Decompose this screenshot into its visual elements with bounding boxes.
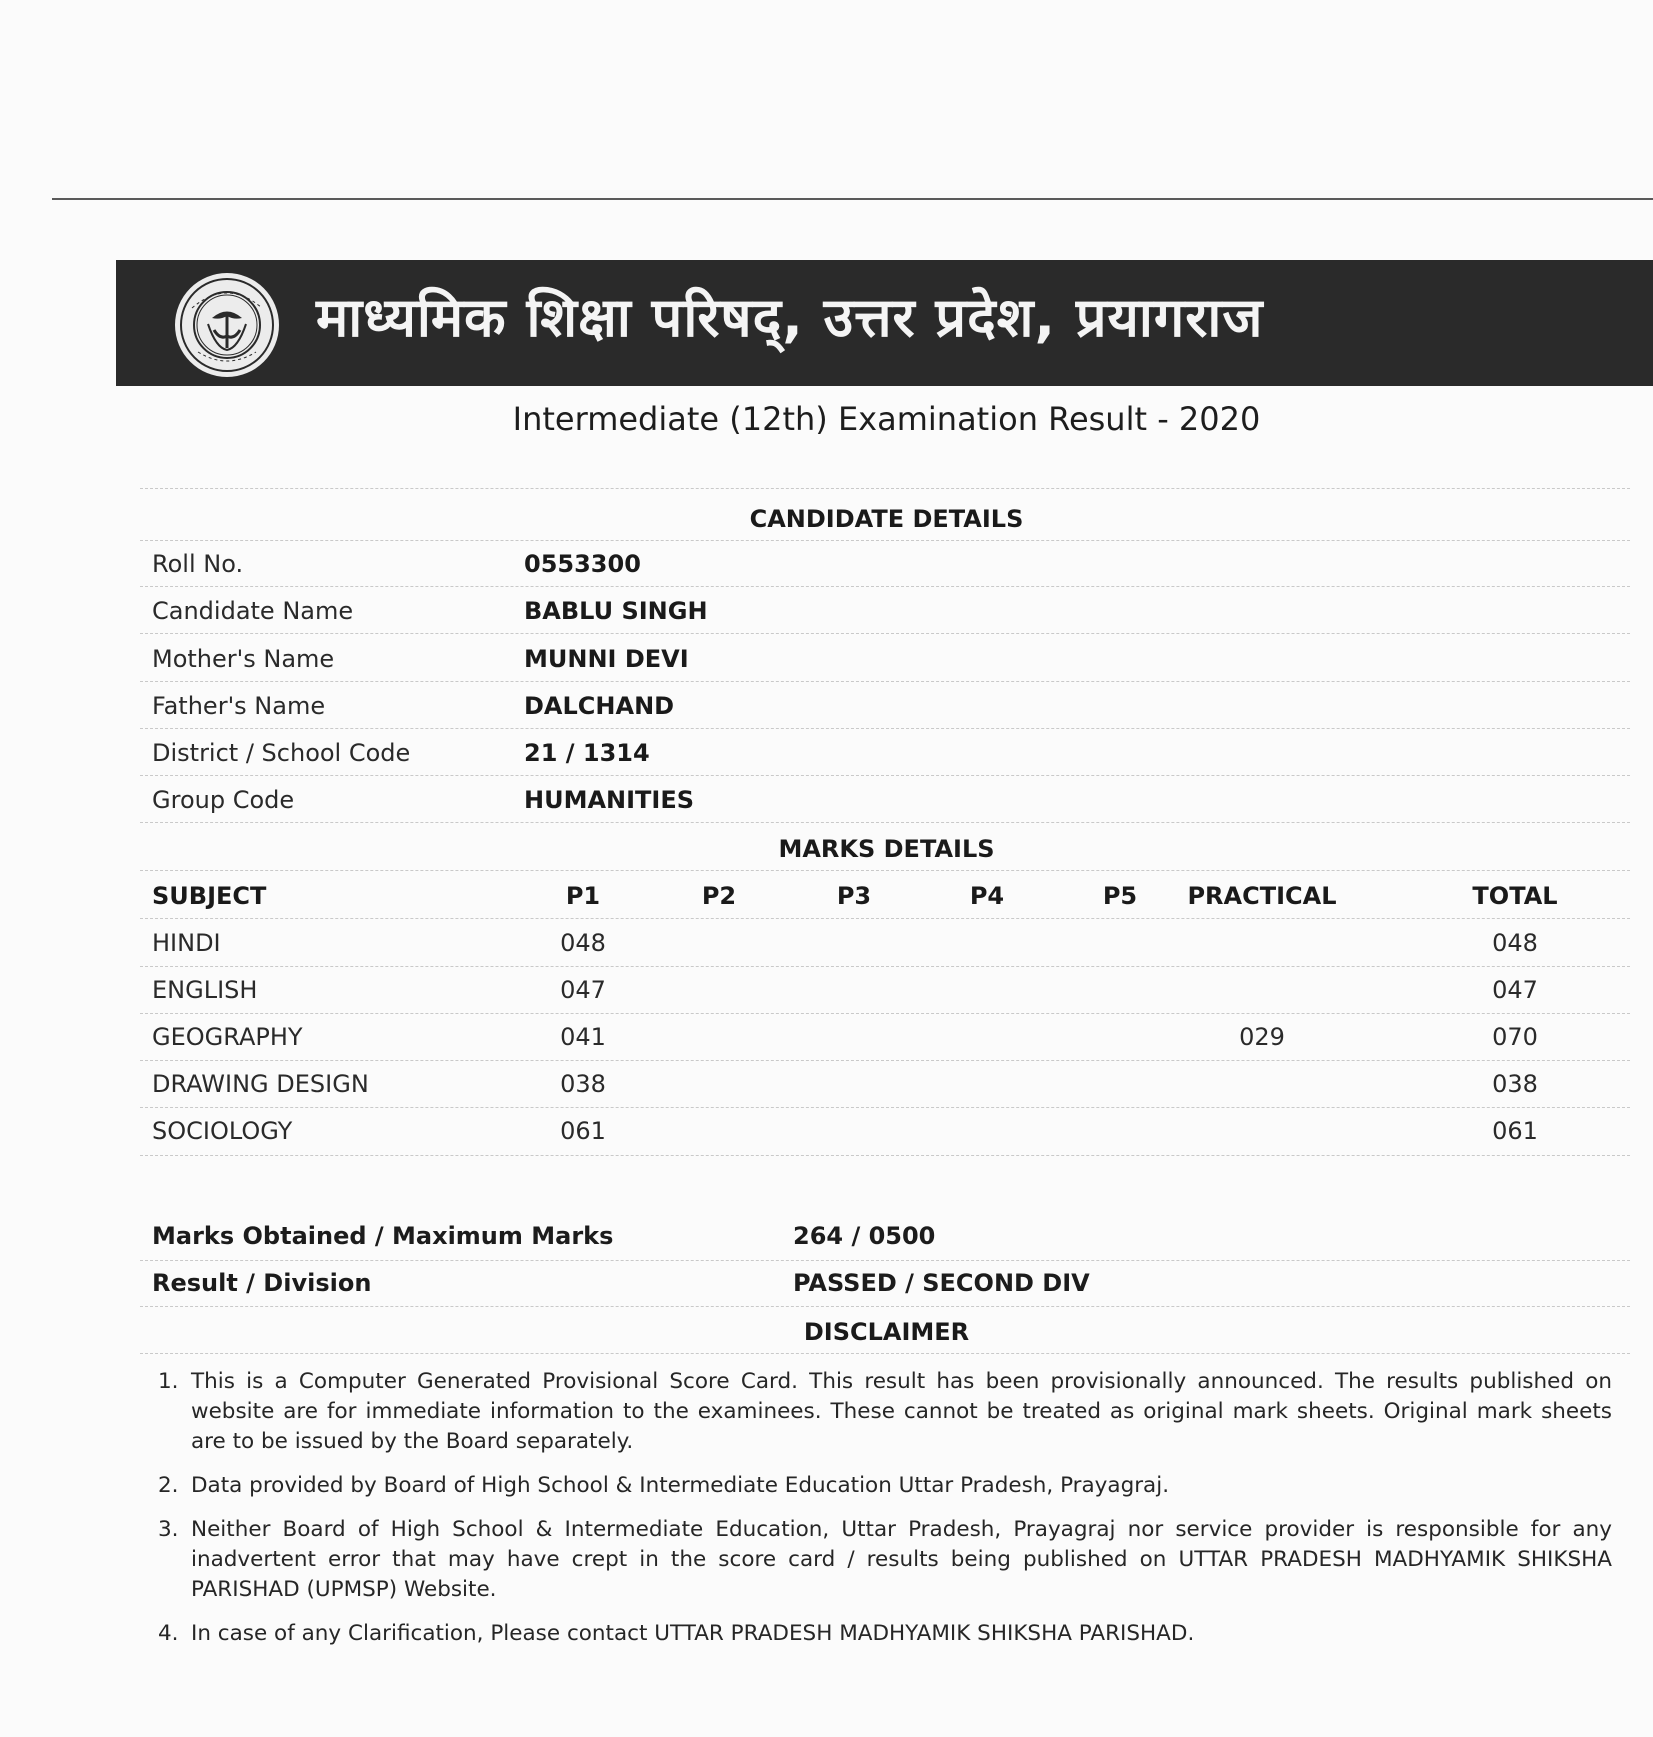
divider	[140, 728, 1630, 729]
detail-label: Mother's Name	[152, 645, 335, 673]
divider	[140, 1013, 1630, 1014]
column-header-p2: P2	[701, 882, 737, 910]
detail-row-fathers-name	[152, 692, 1612, 732]
p1-cell: 047	[560, 976, 606, 1004]
result-summary-row	[152, 1269, 1612, 1309]
column-header-p4: P4	[969, 882, 1005, 910]
column-header-total: TOTAL	[1472, 882, 1558, 910]
column-header-p5: P5	[1102, 882, 1138, 910]
divider	[140, 1107, 1630, 1108]
disclaimer-number: 1.	[158, 1369, 179, 1394]
up-state-emblem-icon	[172, 270, 282, 380]
disclaimer-item	[152, 1515, 1612, 1605]
detail-row-candidate-name	[152, 597, 1612, 637]
divider	[140, 1260, 1630, 1261]
disclaimer-number: 3.	[158, 1517, 179, 1542]
divider	[140, 1060, 1630, 1061]
disclaimer-list	[152, 1367, 1612, 1663]
detail-value: MUNNI DEVI	[524, 645, 689, 673]
table-row	[152, 1117, 1612, 1157]
table-row	[152, 929, 1612, 969]
disclaimer-number: 2.	[158, 1473, 179, 1498]
detail-row-mothers-name	[152, 645, 1612, 685]
divider	[140, 681, 1630, 682]
column-header-practical: PRACTICAL	[1187, 882, 1337, 910]
subject-cell: GEOGRAPHY	[152, 1023, 303, 1051]
column-header-p3: P3	[836, 882, 872, 910]
marks-header-row	[152, 882, 1612, 922]
disclaimer-text: Data provided by Board of High School & Intermediate Education Uttar Pradesh, Prayagraj.	[191, 1473, 1170, 1498]
p1-cell: 041	[560, 1023, 606, 1051]
column-header-subject: SUBJECT	[152, 882, 267, 910]
disclaimer-item	[152, 1471, 1612, 1501]
divider	[140, 870, 1630, 871]
total-cell: 047	[1492, 976, 1538, 1004]
detail-value: 21 / 1314	[524, 739, 650, 767]
detail-value: HUMANITIES	[524, 786, 695, 814]
subject-cell: SOCIOLOGY	[152, 1117, 293, 1145]
table-row	[152, 976, 1612, 1016]
p1-cell: 048	[560, 929, 606, 957]
p1-cell: 038	[560, 1070, 606, 1098]
divider	[140, 1306, 1630, 1307]
total-cell: 061	[1492, 1117, 1538, 1145]
disclaimer-text: Neither Board of High School & Intermediate Education, Uttar Pradesh, Prayagraj nor service provider is responsible for any inadvertent error that may have crept in the score card / results being published on UTTAR PRADESH MADHYAMIK SHIKSHA PARISHAD (UPMSP) Website.	[191, 1517, 1612, 1602]
top-divider	[52, 198, 1653, 200]
divider	[140, 1155, 1630, 1156]
detail-row-district-school-code	[152, 739, 1612, 779]
detail-label: District / School Code	[152, 739, 411, 767]
table-row	[152, 1023, 1612, 1063]
divider	[140, 966, 1630, 967]
p1-cell: 061	[560, 1117, 606, 1145]
marks-details-heading: MARKS DETAILS	[778, 835, 995, 863]
marks-summary-row	[152, 1222, 1612, 1262]
divider	[140, 633, 1630, 634]
exam-title: Intermediate (12th) Examination Result - 2020	[512, 400, 1261, 438]
detail-label: Candidate Name	[152, 597, 354, 625]
divider	[140, 540, 1630, 541]
total-cell: 048	[1492, 929, 1538, 957]
total-cell: 038	[1492, 1070, 1538, 1098]
divider	[140, 488, 1630, 489]
detail-value: BABLU SINGH	[524, 597, 708, 625]
divider	[140, 1353, 1630, 1354]
divider	[140, 775, 1630, 776]
result-division-label: Result / Division	[152, 1269, 372, 1297]
detail-row-group-code	[152, 786, 1612, 826]
disclaimer-text: In case of any Clarification, Please contact UTTAR PRADESH MADHYAMIK SHIKSHA PARISHAD.	[191, 1621, 1195, 1646]
marks-obtained-value: 264 / 0500	[793, 1222, 936, 1250]
disclaimer-text: This is a Computer Generated Provisional Score Card. This result has been provisionally announced. The results published on website are for immediate information to the examinees. These cannot be treated as original mark sheets. Original mark sheets are to be issued by the Board separately.	[191, 1369, 1612, 1454]
disclaimer-heading: DISCLAIMER	[803, 1318, 970, 1346]
disclaimer-number: 4.	[158, 1621, 179, 1646]
subject-cell: DRAWING DESIGN	[152, 1070, 369, 1098]
detail-label: Father's Name	[152, 692, 326, 720]
detail-row-roll-no	[152, 550, 1612, 590]
divider	[140, 586, 1630, 587]
disclaimer-item	[152, 1367, 1612, 1457]
result-division-value: PASSED / SECOND DIV	[793, 1269, 1090, 1297]
column-header-p1: P1	[565, 882, 601, 910]
candidate-details-heading: CANDIDATE DETAILS	[749, 505, 1024, 533]
detail-value: DALCHAND	[524, 692, 675, 720]
detail-label: Roll No.	[152, 550, 244, 578]
total-cell: 070	[1492, 1023, 1538, 1051]
table-row	[152, 1070, 1612, 1110]
board-banner	[116, 260, 1653, 386]
detail-value: 0553300	[524, 550, 641, 578]
practical-cell: 029	[1239, 1023, 1285, 1051]
divider	[140, 918, 1630, 919]
subject-cell: ENGLISH	[152, 976, 258, 1004]
subject-cell: HINDI	[152, 929, 221, 957]
detail-label: Group Code	[152, 786, 295, 814]
board-title: माध्यमिक शिक्षा परिषद्, उत्तर प्रदेश, प्रयागराज	[316, 286, 1264, 349]
disclaimer-item	[152, 1619, 1612, 1649]
marks-obtained-label: Marks Obtained / Maximum Marks	[152, 1222, 614, 1250]
divider	[140, 822, 1630, 823]
